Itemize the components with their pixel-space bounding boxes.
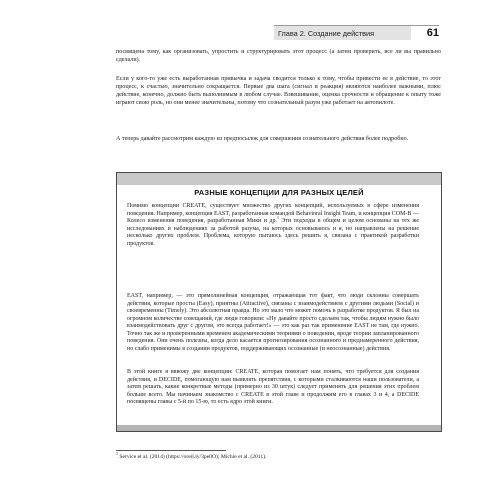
sidebar-box: [116, 172, 442, 432]
sidebar-box-title: РАЗНЫЕ КОНЦЕПЦИИ ДЛЯ РАЗНЫХ ЦЕЛЕЙ: [194, 188, 364, 197]
sidebar-paragraph-1-rest: Эти подходы в общем и целом основаны на тех же исследованиях и наблюдениях за работой разума, на которых основываюсь и я, но направлены на решение несколько других проблем. Проблема, которую пытаюсь здесь решить я, связана с практикой разработки продуктов.: [127, 218, 419, 247]
footnote-text: Service et al. (2014) (https://oreil.ly/3pe0O); Michie et al. (2011).: [118, 454, 267, 460]
footnote-divider: [116, 450, 226, 451]
footnote-number: 1: [116, 451, 118, 457]
footnote: [116, 451, 441, 461]
page-number: 61: [411, 25, 439, 41]
running-header-chapter: Глава 2. Создание действия: [274, 25, 411, 40]
body-paragraph-2: Если у кого-то уже есть выработанная привычка и задача сводится только к тому, чтобы привести ее в действие, то этот процесс, к счастью, значительно сокращается. Первые два шага (сигнал и реакция) являются наиболее важными, плюс действие, конечно, должно быть выполнимым в любом случае. Взвешивание, оценка срочности и обращение к опыту тоже играют свою роль, но они менее значительны, потому что сознательный разум уже работает на автопилоте.: [116, 76, 441, 106]
body-paragraph-3: А теперь давайте рассмотрим каждую из предпосылок для совершения сознательного действия более подробно.: [116, 136, 409, 142]
sidebar-paragraph-3: В этой книге я вввожу две концепции: CREATE, которая помогает нам понять, что требуется для создания действия, и DECIDE, помогающую нам выявлять препятствия, с которыми сталкиваются наши пользователи, а затем решать, какие конкретные методы (примерно из 30 штук) следует применять для решения этих проблем больше всего. Мы начинаем знакомство с CREATE в этой главе и продолжим его в главах 3 и 4, а DECIDE посвящены главы с 5-й по 15-ю, то есть ядро этой книги.: [127, 369, 419, 406]
sidebar-paragraph-1: [127, 203, 419, 248]
sidebar-paragraph-2: EAST, например, — это прямолинейная концепция, отражающая тот факт, что люди склонны совершать действия, которые просты (Easy), приятны (Attractive), связаны с взаимодействием с другими людьми (Social) и своевременны (Timely). Это абсолютная правда. Но это мало что может помочь в разработке продуктов. Я был на огромном количестве совещаний, где люди говорили: «Ну давайте просто сделаем так, чтобы людям нужно было взаимодействовать друг с другом, это всегда работает!» — это как раз так применение EAST не там, где нужно. Точно так же и проверенными временем академическими теориями о поведении, вроде теории запланированного поведения. Они очень полезны, когда дело касается прогнозирования осознанного и преднамеренного действия, но слабо применимы в создании продуктов, поддерживающих осознанные (и неосознанные) действия.: [127, 293, 419, 352]
body-paragraph-1: посвящена тому, как организовать, упростить и структурировать этот процесс (а затем проверить, все ли вы правильно сделали).: [116, 49, 441, 63]
sidebar-paragraph-1-main: Помимо концепции CREATE, существует множество других концепций, используемых в сфере изменения поведения. Например, концепция EAST, разработанная командой Behavioral Insight Team, и концепция COM-B — Колесо изменения поведения, разработанная Мики и др.: [127, 203, 419, 225]
sidebar-box-bottom-strip: [117, 425, 441, 431]
footnote-reference[interactable]: 1: [276, 215, 279, 221]
sidebar-box-top-strip: [117, 173, 441, 185]
